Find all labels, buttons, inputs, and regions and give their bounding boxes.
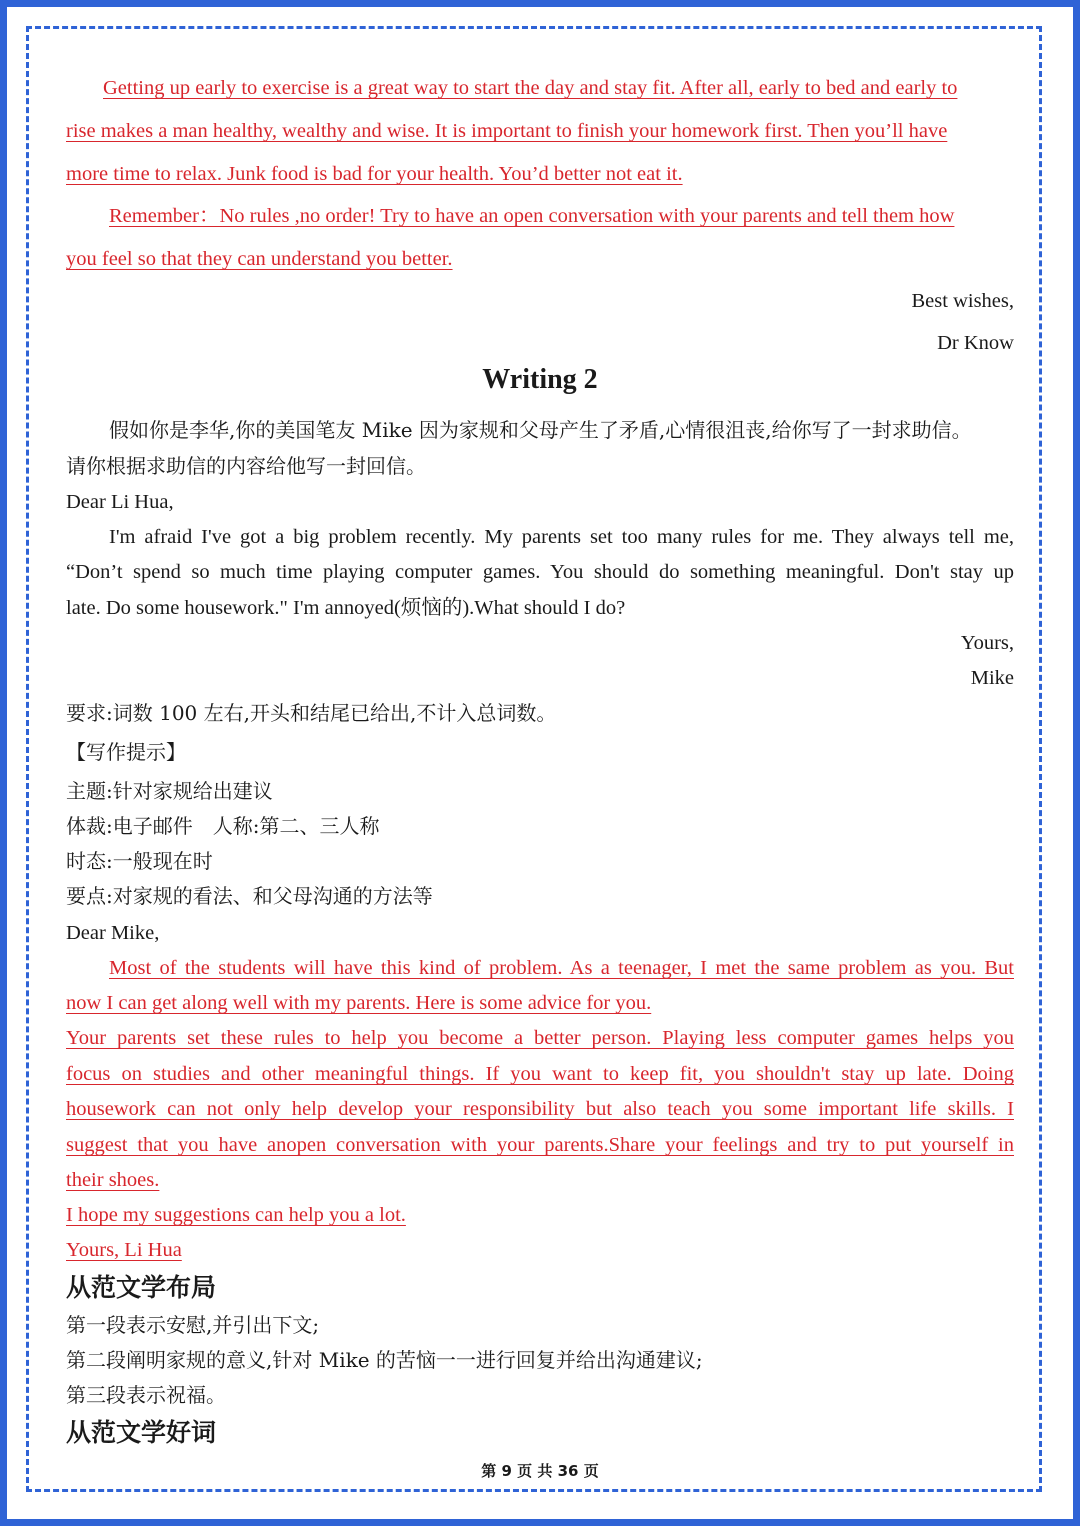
tip-item: 时态:一般现在时 (66, 849, 213, 873)
reply-greeting: Dear Mike, (66, 922, 160, 944)
mike-signature: Mike (970, 667, 1014, 689)
page-number: 第 9 页 共 36 页 (481, 1462, 599, 1480)
mike-body-line: I'm afraid I've got a big problem recently. My parents set too many rules for me. They always tell me, (109, 526, 1014, 548)
section-heading: 从范文学好词 (66, 1418, 217, 1447)
reply-line: focus on studies and other meaningful things. If you want to keep fit, you shouldn't stay up late. Doing (66, 1063, 1014, 1085)
layout-item: 第三段表示祝福。 (66, 1383, 226, 1407)
reply-line: housework can not only help develop your responsibility but also teach you some important life skills. I (66, 1098, 1014, 1120)
mike-body-line: late. Do some housework." I'm annoyed(烦恼的).What should I do? (66, 597, 626, 619)
mike-body-line: “Don’t spend so much time playing computer games. You should do something meaningful. Don't stay up (66, 561, 1014, 583)
letter1-line: you feel so that they can understand you better. (66, 248, 453, 270)
prompt-line: 请你根据求助信的内容给他写一封回信。 (66, 454, 426, 478)
requirements: 要求:词数 100 左右,开头和结尾已给出,不计入总词数。 (66, 701, 557, 725)
page-title: Writing 2 (482, 364, 598, 395)
section-heading: 从范文学布局 (66, 1273, 217, 1302)
reply-line: Your parents set these rules to help you become a better person. Playing less computer games helps you (66, 1027, 1014, 1049)
reply-line: suggest that you have anopen conversation with your parents.Share your feelings and try to put yourself in (66, 1134, 1014, 1156)
letter1-signature: Dr Know (937, 332, 1014, 354)
reply-line: I hope my suggestions can help you a lot. (66, 1204, 406, 1226)
mike-greeting: Dear Li Hua, (66, 491, 174, 513)
letter1-line: rise makes a man healthy, wealthy and wise. It is important to finish your homework first. Then you’ll have (66, 120, 948, 142)
tip-item: 主题:针对家规给出建议 (66, 779, 273, 803)
letter1-line: Remember：No rules ,no order! Try to have an open conversation with your parents and tell them how (109, 205, 955, 227)
reply-line: Most of the students will have this kind of problem. As a teenager, I met the same problem as you. But (109, 957, 1014, 979)
prompt-line: 假如你是李华,你的美国笔友 Mike 因为家规和父母产生了矛盾,心情很沮丧,给你写了一封求助信。 (109, 418, 972, 442)
reply-signoff: Yours, Li Hua (66, 1239, 182, 1261)
layout-item: 第一段表示安慰,并引出下文; (66, 1313, 320, 1337)
layout-item: 第二段阐明家规的意义,针对 Mike 的苦恼一一进行回复并给出沟通建议; (66, 1348, 703, 1372)
letter1-line: more time to relax. Junk food is bad for your health. You’d better not eat it. (66, 163, 683, 185)
letter1-closing: Best wishes, (911, 290, 1014, 312)
tips-header: 【写作提示】 (66, 740, 186, 764)
tip-item: 要点:对家规的看法、和父母沟通的方法等 (66, 884, 433, 908)
tip-item: 体裁:电子邮件 人称:第二、三人称 (66, 814, 380, 838)
reply-line: now I can get along well with my parents. Here is some advice for you. (66, 992, 652, 1014)
letter1-line: Getting up early to exercise is a great way to start the day and stay fit. After all, early to bed and early to (103, 77, 958, 99)
mike-closing: Yours, (960, 632, 1014, 654)
reply-line: their shoes. (66, 1169, 160, 1191)
